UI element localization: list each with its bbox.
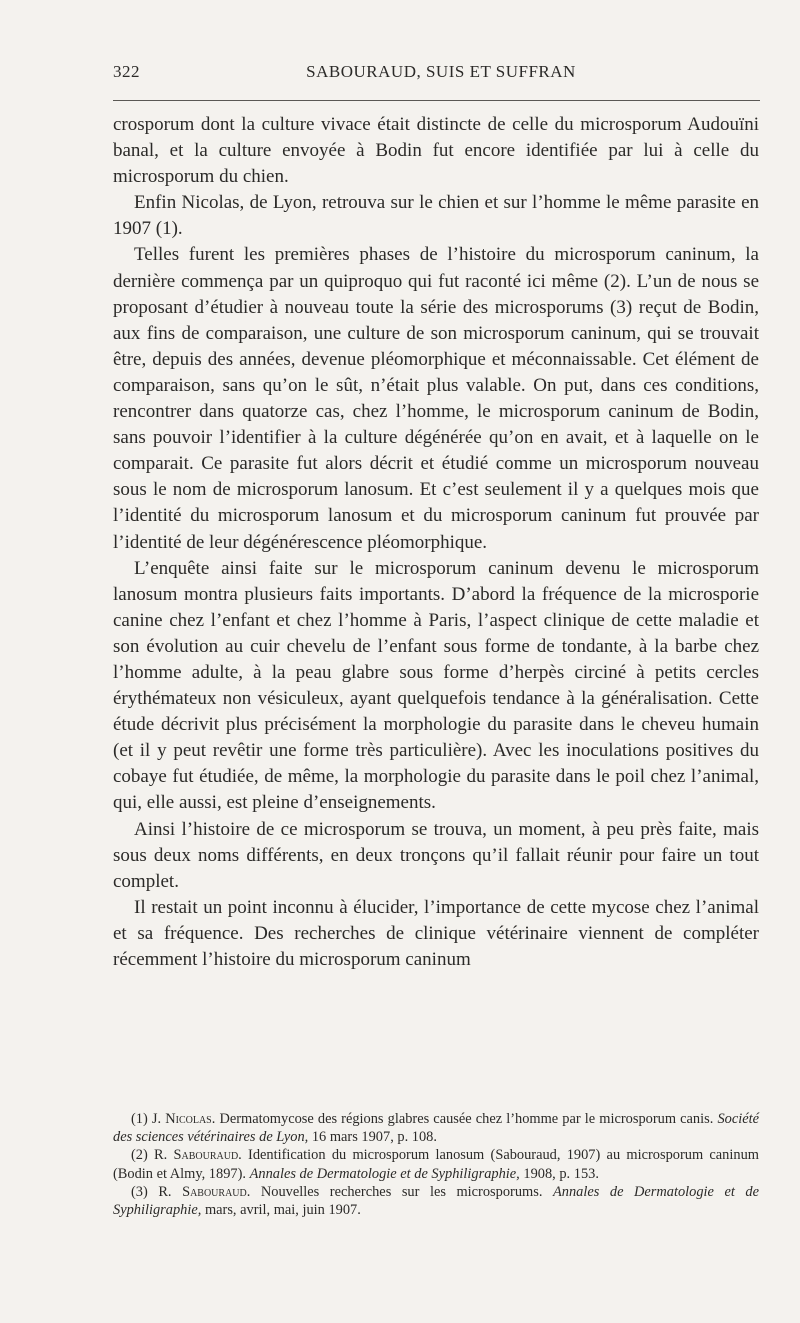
running-head bbox=[113, 62, 759, 88]
footnote-marker: (2) bbox=[131, 1147, 148, 1164]
paragraph: Enfin Nicolas, de Lyon, retrouva sur le chien et sur l’homme le même parasite en 1907 (1). bbox=[113, 192, 759, 240]
paragraph: Ainsi l’histoire de ce microsporum se trouva, un moment, à peu près faite, mais sous deux noms différents, en deux tronçons qu’il fallait réunir pour faire un tout complet. bbox=[113, 818, 759, 892]
footnotes bbox=[113, 1110, 759, 1219]
running-title: SABOURAUD, SUIS ET SUFFRAN bbox=[306, 62, 576, 81]
paragraph: Il restait un point inconnu à élucider, l’importance de cette mycose chez l’animal et sa fréquence. Des recherches de clinique vétérinaire viennent de compléter récemment l’histoire du microsporum caninum bbox=[113, 896, 759, 970]
footnote-journal: Annales de Dermatologie et de Syphiligraphie, bbox=[113, 1183, 759, 1219]
footnote-text: Dermatomycose des régions glabres causée chez l’homme par le microsporum canis. bbox=[219, 1111, 714, 1127]
footnote-journal: Annales de Dermatologie et de Syphiligraphie, bbox=[249, 1165, 520, 1182]
footnote-tail: 1908, p. 153. bbox=[523, 1165, 599, 1182]
footnote-author: R. Sabouraud. bbox=[158, 1183, 251, 1200]
footnote bbox=[113, 1146, 759, 1182]
footnote-author: J. Nicolas. bbox=[151, 1111, 216, 1127]
footnote-marker: (1) bbox=[131, 1111, 148, 1127]
paragraph: crosporum dont la culture vivace était distincte de celle du microsporum Audouïni banal, et la culture envoyée à Bodin fut encore identifiée par lui à celle du microsporum du chien. bbox=[113, 114, 759, 188]
body-text bbox=[113, 112, 759, 973]
footnote bbox=[113, 1183, 759, 1219]
footnote-marker: (3) bbox=[131, 1183, 148, 1200]
header-rule bbox=[113, 100, 760, 101]
page-number: 322 bbox=[113, 62, 140, 81]
footnote-text: Nouvelles recherches sur les microsporums. bbox=[260, 1183, 543, 1200]
paragraph: L’enquête ainsi faite sur le microsporum caninum devenu le microsporum lanosum montra plusieurs faits importants. D’abord la fréquence de la microsporie canine chez l’enfant et chez l’homme à Paris, l’aspect clinique de cette maladie et son évolution au cuir chevelu de l’enfant sous forme de tondante, à la barbe chez l’homme adulte, à la peau glabre sous forme d’herpès circiné à petits cercles érythémateux non vésiculeux, ayant quelquefois tendance à la généralisation. Cette étude décrivit plus précisément la morphologie du parasite dans le cheveu humain (et il y peut revêtir une forme très particulière). Avec les inoculations positives du cobaye fut étudiée, de même, la morphologie du parasite dans le poil chez l’animal, qui, elle aussi, est pleine d’enseignements. bbox=[113, 557, 759, 814]
footnote-tail: 16 mars 1907, p. 108. bbox=[311, 1129, 437, 1146]
paragraph: Telles furent les premières phases de l’histoire du microsporum caninum, la dernière commença par un quiproquo qui fut raconté ici même (2). L’un de nous se proposant d’étudier à nouveau toute la série des microsporums (3) reçut de Bodin, aux fins de comparaison, une culture de son microsporum caninum, qui se trouvait être, depuis des années, devenue pléomorphique et méconnaissable. Cet élément de comparaison, sans qu’on le sût, n’était plus valable. On put, dans ces conditions, rencontrer dans quatorze cas, chez l’homme, le microsporum caninum de Bodin, sans pouvoir l’identifier à la culture dégénérée qu’on en avait, et à laquelle on le comparait. Ce parasite fut alors décrit et étudié comme un microsporum nouveau sous le nom de microsporum lanosum. Et c’est seulement il y a quelques mois que l’identité du microsporum lanosum et du microsporum caninum fut prouvée par l’identité de leur dégénérescence pléomorphique. bbox=[113, 244, 759, 553]
footnote bbox=[113, 1110, 759, 1146]
footnote-journal: Société des sciences vétérinaires de Lyon, bbox=[113, 1111, 759, 1146]
footnote-tail: mars, avril, mai, juin 1907. bbox=[204, 1202, 361, 1219]
footnote-author: R. Sabouraud. bbox=[154, 1147, 242, 1164]
footnote-text: Identification du microsporum lanosum (Sabouraud, 1907) au microsporum caninum (Bodin et Almy, 1897). bbox=[113, 1147, 759, 1182]
